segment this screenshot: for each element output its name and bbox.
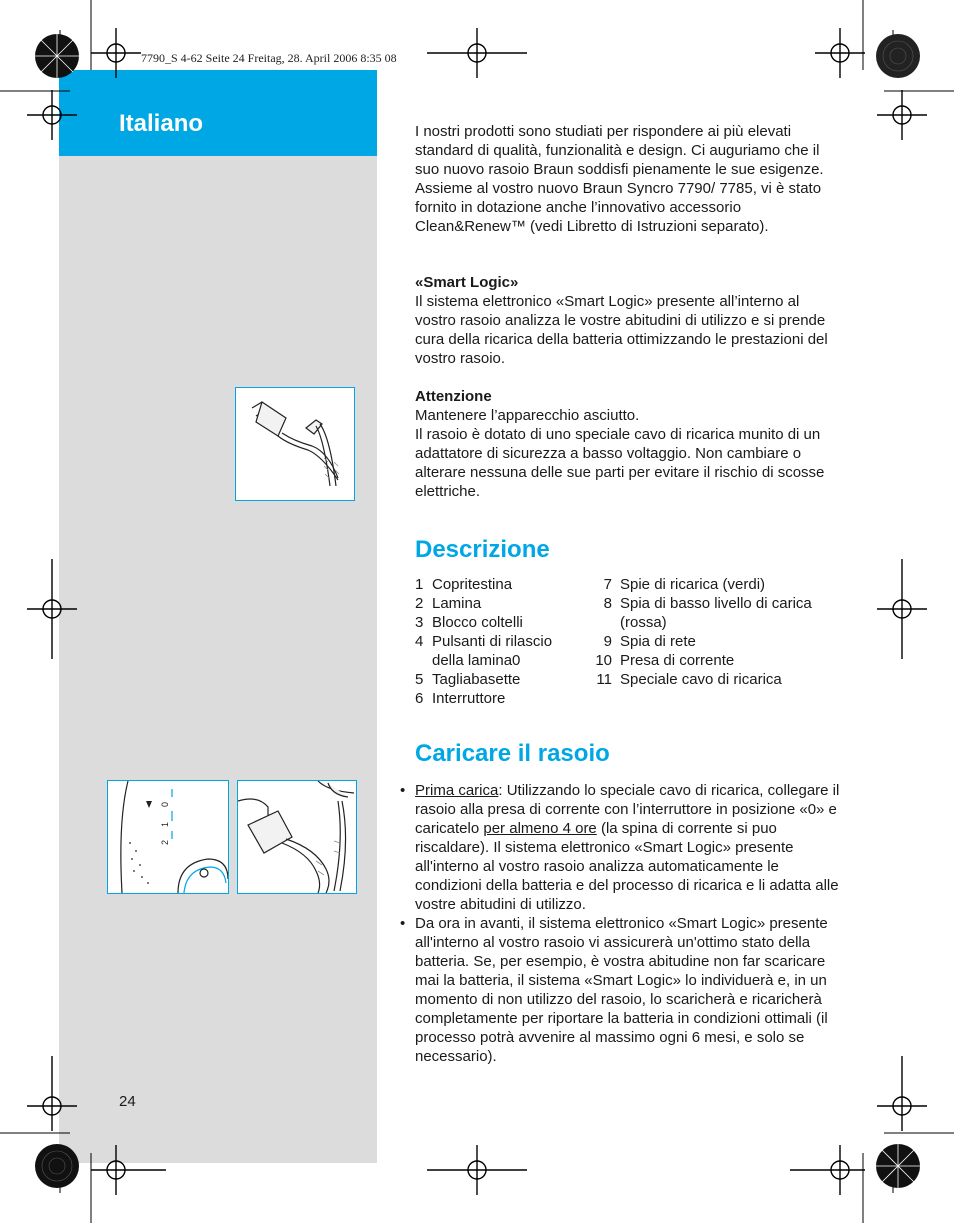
smart-logic-text: Il sistema elettronico «Smart Logic» presente all’interno al vostro rasoio analizza le vostre abitudini di utilizzo e si prende cura della ricarica della batteria ottimizzando le prestazioni del vostro rasoio. [415,293,828,367]
smart-logic-section [415,273,840,368]
attention-title: Attenzione [415,388,492,405]
language-title: Italiano [119,110,204,137]
parts-list-right [586,575,840,689]
list-item: 1 Copritestina [415,576,513,593]
list-item: 7 Spie di ricarica (verdi) [603,576,766,593]
attention-text: Il rasoio è dotato di uno speciale cavo di ricarica munito di un adattatore di sicurezza a basso voltaggio. Non cambiare o alterare nessuna delle sue parti per evitare il rischio di scosse elettriche. [415,426,825,500]
smart-logic-title: «Smart Logic» [415,274,519,291]
list-item: • Da ora in avanti, il sistema elettronico «Smart Logic» presente all'interno al vostro rasoio vi assicurerà un'ottimo stato della batteria. Se, per esempio, è vostra abitudine non far scaricare mai la batteria, il sistema «Smart Logic» lo individuerà e, in un momento di non utilizzo del rasoio, lo scaricherà e ricaricherà completamente per riportare la batteria in condizioni ottimali (il processo potrà avvenire al massimo ogni 6 mesi, e solo se necessario). [400,915,828,1065]
list-item: 5 Tagliabasette [415,671,521,688]
attention-line1: Mantenere l’apparecchio asciutto. [415,407,640,424]
charging-cable-illustration [235,387,355,501]
charging-title: Caricare il rasoio [415,740,610,767]
list-item: 2 Lamina [415,595,482,612]
list-item: 10 Presa di corrente [595,652,735,669]
charging-bullets [400,781,840,1066]
switch-label-1: 1 [160,821,170,827]
parts-list-left [415,575,585,708]
switch-label-2: 2 [160,839,170,845]
first-charge-label: Prima carica [415,782,499,799]
charge-duration: per almeno 4 ore [483,820,597,837]
description-title: Descrizione [415,536,550,563]
page-number: 24 [119,1093,136,1110]
list-item: 3 Blocco coltelli [415,614,523,631]
list-item: 4 Pulsanti di rilascio della lamina0 [415,633,553,669]
attention-section [415,387,840,501]
intro-paragraph: I nostri prodotti sono studiati per rispondere ai più elevati standard di qualità, funzionalità e design. Ci auguriamo che il suo nuovo rasoio Braun soddisfi pienamente le sue esigenze. Assieme al vostro nuovo Braun Syncro 7790/ 7785, vi è stato fornito in dotazione anche l’innovativo accessorio Clean&Renew™ (vedi Libretto di Istruzioni separato). [415,123,824,235]
print-info: 7790_S 4-62 Seite 24 Freitag, 28. April 2006 8:35 08 [141,51,397,65]
list-item: • Prima carica: Utilizzando lo speciale cavo di ricarica, collegare il rasoio alla presa di corrente con l’interruttore in posizione «0» e caricatelo per almeno 4 ore (la spina di corrente si puo riscaldare). Il sistema elettronico «Smart Logic» presente all'interno al vostro rasoio analizza automaticamente le condizioni della batteria e del processo di ricarica e li adatta alle vostre abitudini di utilizzo. [400,782,840,913]
list-item: 11 Speciale cavo di ricarica [596,671,782,688]
list-item: 8 Spia di basso livello di carica (rossa) [603,595,812,631]
list-item: 6 Interruttore [415,690,506,707]
list-item: 9 Spia di rete [603,633,696,650]
plug-socket-illustration [237,780,357,894]
shaver-switch-illustration [107,780,229,894]
switch-label-0: 0 [160,801,170,807]
